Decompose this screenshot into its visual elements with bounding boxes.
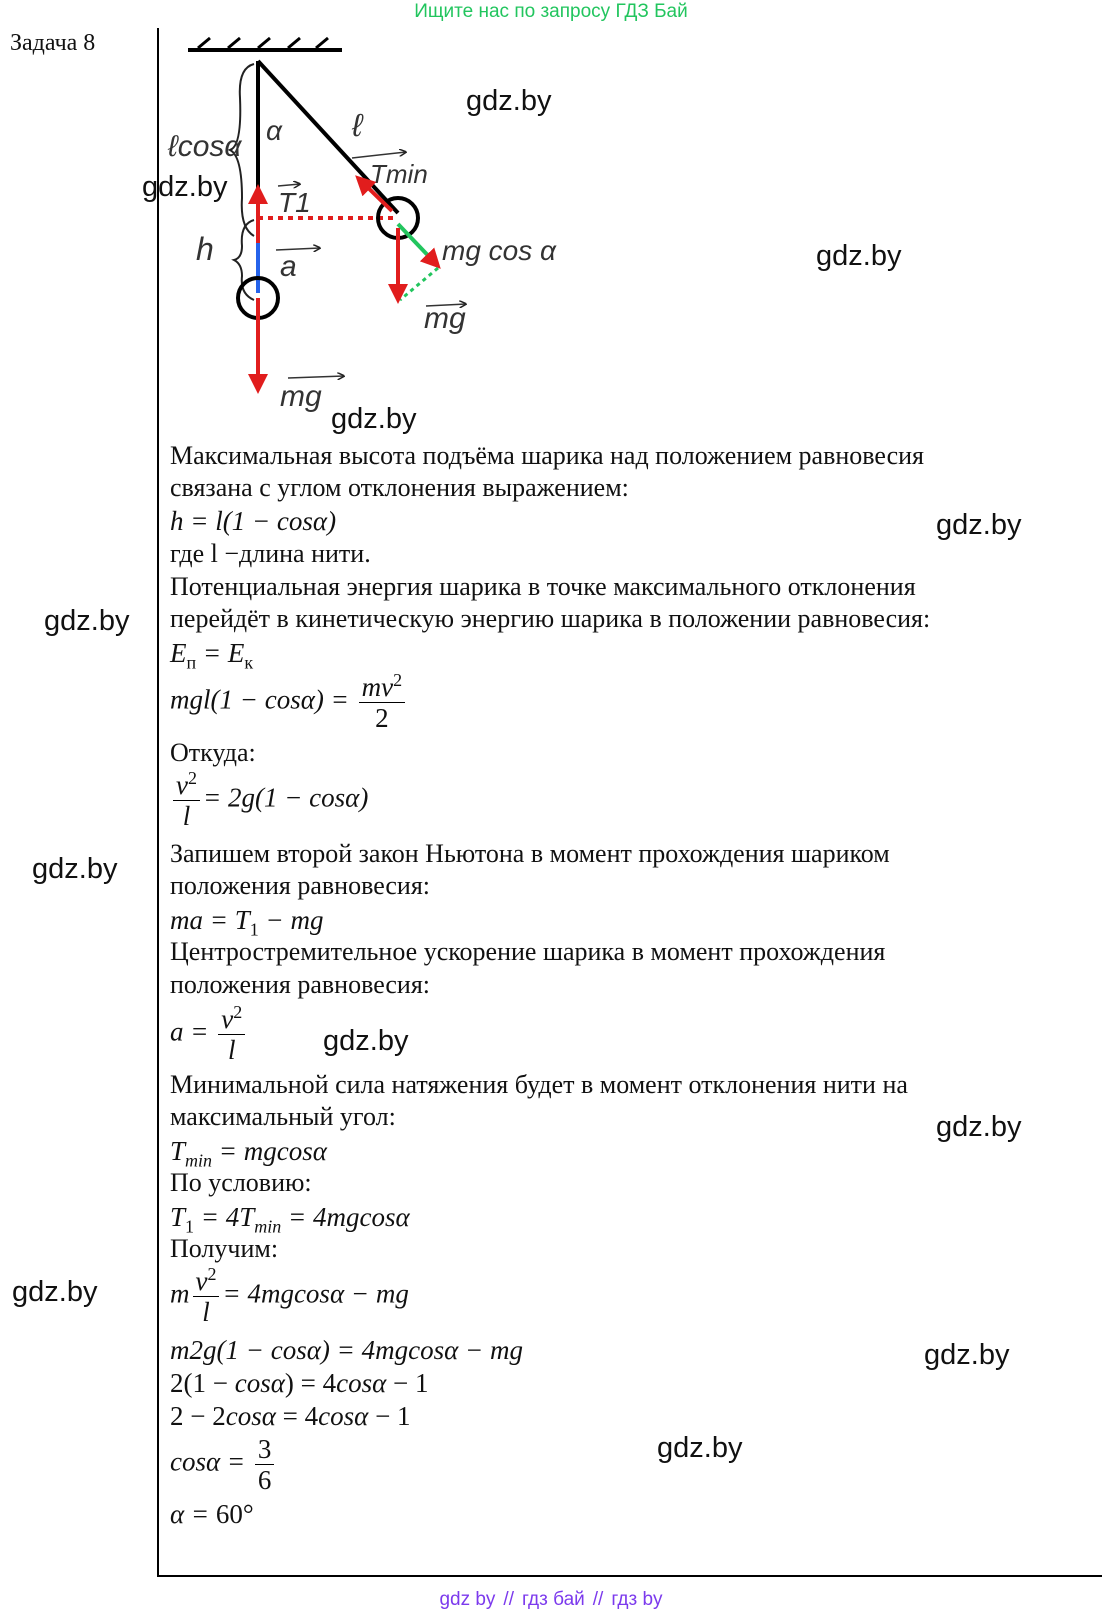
- component-dotted: [400, 268, 438, 300]
- watermark: gdz.by: [44, 605, 130, 637]
- equation-cos-result: cosα = $\frac{3}{6}$: [170, 1434, 277, 1495]
- label-a: a: [280, 250, 297, 283]
- equation-condition: $T_1 = 4T_{min} = 4mgcos\alpha$: [170, 1202, 410, 1237]
- equation-step2: 2(1 − cosα) = 4cosα − 1: [170, 1368, 429, 1398]
- label-l: ℓ: [352, 107, 363, 143]
- equation-newton: ma = $T_1$ − mg: [170, 905, 324, 940]
- equation-alpha-result: α = 60°: [170, 1499, 254, 1529]
- equation-tmin: $T_{min} = mgcos\alpha$: [170, 1136, 327, 1171]
- watermark: gdz.by: [12, 1276, 98, 1308]
- paragraph: перейдёт в кинетическую энергию шарика в положении равновесия:: [170, 604, 931, 633]
- watermark: gdz.by: [142, 171, 228, 203]
- paragraph: где l −длина нити.: [170, 539, 371, 568]
- vertical-divider: [157, 28, 159, 1576]
- paragraph: Потенциальная энергия шарика в точке максимального отклонения: [170, 572, 916, 601]
- equation-energy-expanded: mgl(1 − cosα) = $\frac{mv^2}{2}$: [170, 672, 408, 733]
- watermark: gdz.by: [323, 1025, 409, 1057]
- watermark: gdz.by: [657, 1432, 743, 1464]
- footer-link[interactable]: gdz by: [439, 1589, 496, 1610]
- equation-combined: m $\frac{v^2}{l}$ = 4mgcosα − mg: [170, 1264, 409, 1327]
- watermark: gdz.by: [466, 85, 552, 117]
- horizontal-divider: [157, 1575, 1102, 1577]
- paragraph: Максимальная высота подъёма шарика над положением равновесия: [170, 441, 925, 470]
- equation-centripetal: a = $\frac{v^2}{l}$: [170, 1004, 248, 1065]
- paragraph: Откуда:: [170, 738, 256, 767]
- top-banner[interactable]: Ищите нас по запросу ГДЗ Бай: [414, 1, 688, 22]
- paragraph: связана с углом отклонения выражением:: [170, 473, 629, 502]
- equation-v2l: $\frac{v^2}{l}$ = 2g(1 − cosα): [170, 770, 368, 831]
- label-h: h: [196, 231, 214, 267]
- footer-separator: //: [592, 1589, 604, 1610]
- equation-energy: $E_п = E_к$: [170, 638, 254, 673]
- ceiling: [188, 38, 342, 50]
- paragraph: Запишем второй закон Ньютона в момент прохождения шариком: [170, 839, 890, 868]
- watermark: gdz.by: [936, 509, 1022, 541]
- label-mgcos: mg cos α: [442, 235, 556, 266]
- paragraph: По условию:: [170, 1168, 312, 1197]
- watermark: gdz.by: [331, 403, 417, 435]
- paragraph: Получим:: [170, 1234, 279, 1263]
- watermark: gdz.by: [32, 853, 118, 885]
- watermark: gdz.by: [936, 1111, 1022, 1143]
- footer-links: [0, 1588, 1102, 1612]
- watermark: gdz.by: [816, 240, 902, 272]
- arrow-mgcos: [398, 224, 438, 266]
- equation-h: h = l(1 − cosα): [170, 506, 337, 536]
- footer-link[interactable]: гдз by: [611, 1589, 663, 1610]
- footer-link[interactable]: гдз бай: [521, 1589, 585, 1610]
- label-mg-right: mg: [424, 302, 466, 335]
- label-alpha: α: [266, 115, 282, 146]
- paragraph: Минимальной сила натяжения будет в момент отклонения нити на: [170, 1070, 908, 1099]
- brace-h: [234, 220, 254, 300]
- footer-separator: //: [503, 1589, 514, 1610]
- paragraph: положения равновесия:: [170, 871, 431, 900]
- paragraph: Центростремительное ускорение шарика в момент прохождения: [170, 937, 886, 966]
- task-label: Задача 8: [10, 30, 96, 56]
- watermark: gdz.by: [924, 1339, 1010, 1371]
- label-mg-bottom: mg: [280, 380, 322, 413]
- paragraph: максимальный угол:: [170, 1102, 396, 1131]
- label-tmin: Tmin: [370, 159, 428, 189]
- paragraph: положения равновесия:: [170, 970, 431, 999]
- equation-step3: 2 − 2cosα = 4cosα − 1: [170, 1401, 411, 1431]
- equation-step1: m2g(1 − cosα) = 4mgcosα − mg: [170, 1335, 523, 1365]
- label-lcos: ℓcosα: [168, 130, 242, 163]
- label-t1: T1: [278, 187, 311, 218]
